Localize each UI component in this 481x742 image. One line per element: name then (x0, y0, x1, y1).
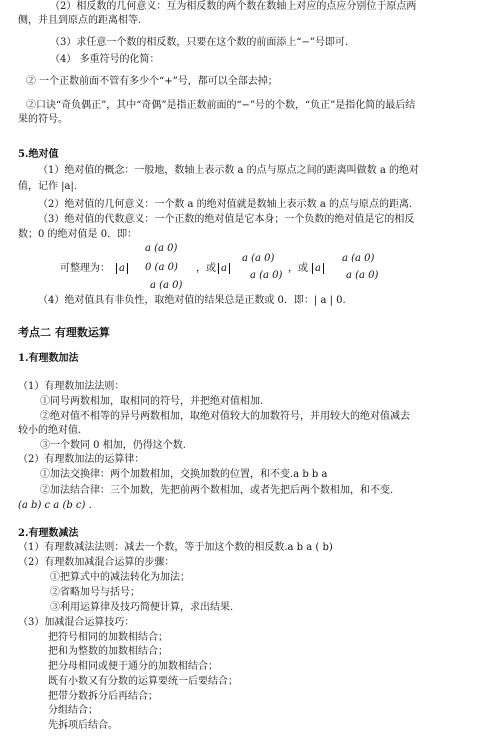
text-line: （3）绝对值的代数意义：一个正数的绝对值是它本身；一个负数的绝对值是它的相反 (38, 214, 415, 225)
text-line: ② 一个正数前面不管有多少个“+”号，都可以全部去掉； (26, 76, 278, 87)
text-line: ③一个数同 0 相加，仍得这个数. (40, 440, 186, 451)
text-line: （4）绝对值具有非负性，取绝对值的结果总是正数或 0．即：| a | 0. (38, 295, 346, 306)
text-line: ①同号两数相加，取相同的符号，并把绝对值相加. (40, 396, 264, 407)
text-line: ②加法结合律：三个加数，先把前两个数相加，或者先把后两个数相加，和不变. (40, 485, 394, 496)
math-line: (a b) c a (b c) . (18, 500, 92, 511)
text-line: （4） 多重符号的化简： (50, 54, 160, 65)
text-line: 果的符号。 (18, 114, 68, 125)
section-heading: 2.有理数减法 (18, 528, 79, 539)
text-line: ②口诀“奇负偶正”，其中“奇偶”是指正数前面的“−”号的个数，“负正”是指化简的最后结 (26, 100, 416, 111)
text-line: 先拆项后结合。 (48, 720, 118, 731)
math-case: a (a 0) (346, 270, 379, 281)
text-line: （1）绝对值的概念：一般地，数轴上表示数 a 的点与原点之间的距离叫做数 a 的绝对 (38, 165, 420, 176)
text-line: 把分母相同或便于通分的加数相结合； (48, 661, 218, 672)
abs-symbol: a (312, 262, 324, 276)
section-heading: 5.绝对值 (18, 149, 59, 160)
text-line: ②省略加号与括号； (50, 587, 140, 598)
math-case: 0 (a 0) (145, 262, 178, 273)
text-line: （3）求任意一个数的相反数，只要在这个数的前面添上“−”号即可. (50, 37, 349, 48)
text-line: ③利用运算律及技巧简便计算，求出结果. (50, 602, 234, 613)
math-case: a (a 0) (145, 243, 178, 254)
text-line: 把和为整数的加数相结合； (48, 646, 168, 657)
text-line: （3）加减混合运算技巧： (18, 617, 135, 628)
text-line: （2）有理数加法的运算律： (18, 454, 145, 465)
text-line: 数；0 的绝对值是 0．即： (18, 229, 138, 240)
text-line: 较小的绝对值. (18, 425, 82, 436)
section-heading: 1.有理数加法 (18, 353, 79, 364)
text-line: 把带分数拆分后再结合； (48, 691, 158, 702)
text-line: （2）有理数加减混合运算的步骤： (18, 557, 175, 568)
text-line: ，或 (196, 263, 216, 274)
abs-symbol: a (116, 262, 128, 276)
text-line: 既有小数又有分数的运算要统一后要结合； (48, 676, 238, 687)
text-line: ①加法交换律：两个加数相加，交换加数的位置，和不变.a b b a (40, 469, 328, 480)
text-line: 可整理为： (60, 263, 110, 274)
text-line: 值，记作 |a|. (18, 181, 78, 192)
text-line: ②绝对值不相等的异号两数相加，取绝对值较大的加数符号，并用较大的绝对值减去 (40, 411, 410, 422)
math-case: a (a 0) (250, 270, 283, 281)
text-line: 侧，并且到原点的距离相等. (18, 15, 142, 26)
section-heading: 考点二 有理数运算 (18, 326, 110, 339)
text-line: （2）绝对值的几何意义：一个数 a 的绝对值就是数轴上表示数 a 的点与原点的距离. (38, 199, 413, 210)
math-case: a (a 0) (150, 280, 183, 291)
text-line: （1）有理数减法法则：减去一个数，等于加这个数的相反数.a b a ( b) (18, 542, 333, 553)
text-line: ①把算式中的减法转化为加法； (50, 572, 190, 583)
text-line: 把符号相同的加数相结合； (48, 632, 168, 643)
math-case: a (a 0) (342, 253, 375, 264)
abs-symbol: a (218, 262, 230, 276)
text-line: ，或 (288, 263, 308, 274)
text-line: （1）有理数加法法则： (18, 381, 125, 392)
text-line: 分组结合； (48, 705, 98, 716)
math-case: a (a 0) (242, 253, 275, 264)
text-line: （2）相反数的几何意义：互为相反数的两个数在数轴上对应的点应分别位于原点两 (50, 1, 417, 12)
